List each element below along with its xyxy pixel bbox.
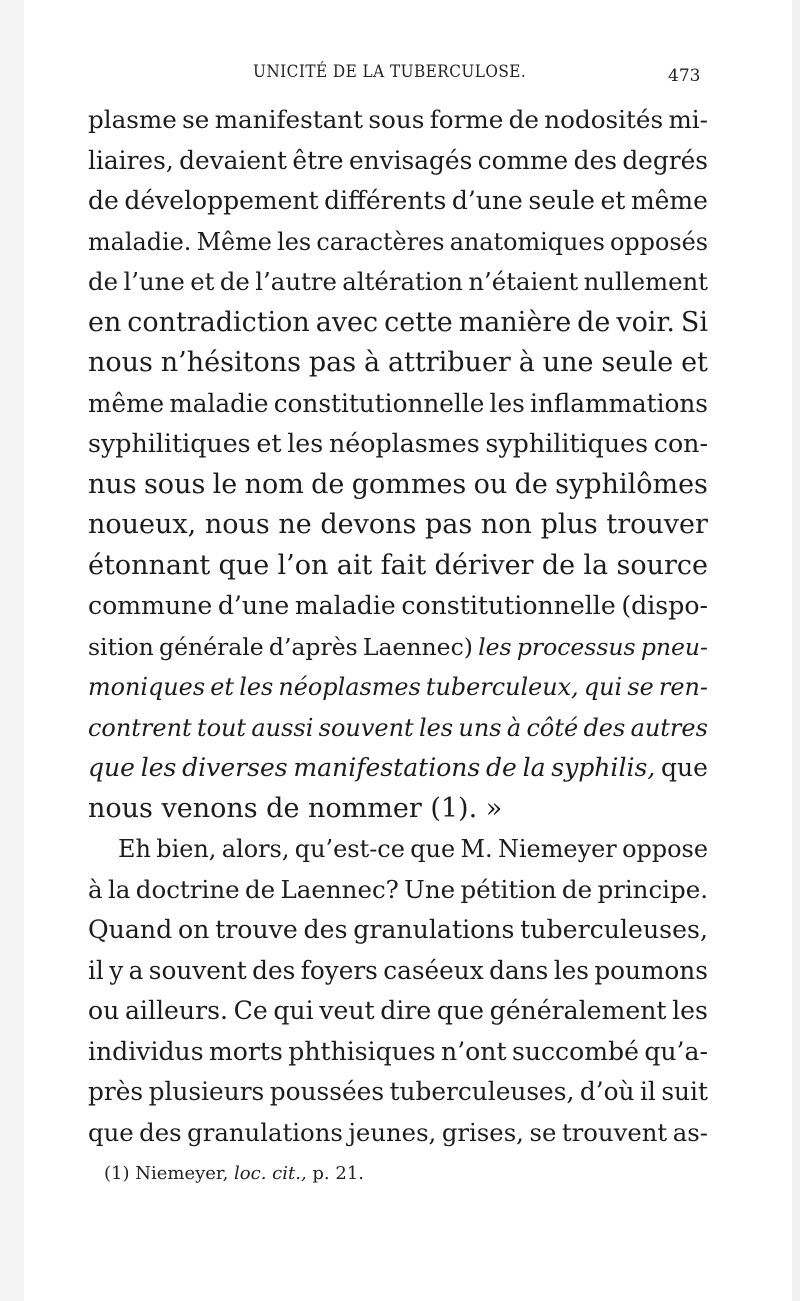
word: contradiction (127, 306, 310, 338)
word: les (418, 713, 454, 742)
word: côté (526, 713, 579, 742)
word: ait (336, 549, 373, 581)
word: bien, (156, 835, 217, 863)
word: trouve (215, 915, 298, 944)
word: plasme (88, 105, 177, 134)
text-line (88, 100, 708, 141)
word: près (88, 1077, 144, 1106)
word: phthisiques (288, 1036, 436, 1066)
text-line (88, 181, 708, 222)
word: que (88, 1117, 134, 1147)
text-line (88, 870, 708, 911)
word: maladie. (88, 227, 192, 256)
word: se (627, 673, 654, 701)
word: les (287, 429, 324, 458)
word: souvent (318, 713, 414, 742)
word: (dispo- (621, 591, 708, 620)
word: de (219, 267, 250, 296)
word: une (542, 347, 594, 378)
word: tuberculeux, (425, 673, 579, 701)
word: les (489, 388, 525, 418)
word: source (616, 549, 708, 581)
word: fait (380, 549, 427, 581)
word: qu’est-ce (294, 835, 405, 863)
word: aussi (251, 713, 314, 742)
text-line (88, 789, 708, 830)
word: ne (278, 509, 312, 540)
text-line (88, 384, 708, 425)
word: d’une (451, 186, 523, 215)
text-line (88, 748, 708, 789)
word: principe. (597, 874, 708, 904)
word: ailleurs. (124, 996, 228, 1025)
word: pétition (460, 874, 557, 904)
word: se (182, 105, 210, 134)
word: ou (473, 468, 508, 500)
word: d’où (579, 1077, 635, 1106)
word: néoplasmes (328, 429, 480, 458)
word: être (292, 145, 344, 175)
word: granulations (187, 1117, 343, 1147)
text-line (88, 627, 708, 668)
text-line (88, 586, 708, 627)
word: manière (458, 306, 572, 338)
footnote-author: Niemeyer, (135, 1163, 229, 1184)
word: altération (342, 267, 463, 296)
word: Ce (233, 996, 268, 1025)
word: des (252, 955, 296, 985)
word: manifestant (214, 105, 364, 134)
word: Si (680, 306, 708, 338)
word: les (239, 673, 274, 701)
text-line (88, 951, 708, 992)
word: maladie (294, 591, 396, 620)
word: à (518, 347, 535, 378)
word: individus (88, 1036, 204, 1066)
word: et (210, 673, 234, 701)
word: caractères (316, 227, 445, 256)
word: générale (159, 632, 264, 661)
word: la (583, 549, 609, 581)
word: comme (477, 145, 569, 175)
word: poussées (269, 1077, 385, 1106)
word: nullement (583, 267, 708, 296)
word: n’ont (441, 1036, 507, 1066)
word: constitutionnelle (401, 591, 616, 620)
word: devaient (179, 145, 287, 175)
word: uns (458, 713, 502, 742)
word: gommes (351, 468, 467, 500)
word: degrés (622, 145, 708, 175)
word: veut (319, 996, 375, 1025)
word: nus (88, 468, 137, 500)
word: mi- (668, 105, 708, 134)
word: attribuer (387, 347, 511, 378)
page-header (0, 62, 800, 92)
footnote-marker: (1) (104, 1163, 130, 1184)
word: que (88, 753, 135, 782)
footnote (104, 1163, 364, 1184)
word: l’une (123, 267, 185, 296)
word: dire (380, 996, 432, 1025)
word: nous (204, 509, 270, 540)
word: l’autre (255, 267, 337, 296)
word: forme (429, 105, 504, 134)
word: de (486, 753, 517, 782)
word: inflammations (529, 388, 708, 418)
word: n’hésitons (160, 347, 301, 378)
text-line (88, 1113, 708, 1154)
word: syphilitiques (485, 429, 649, 458)
page-number: 473 (668, 66, 701, 86)
word: opposés (610, 227, 708, 256)
word: M. (460, 835, 493, 863)
word: de (577, 306, 611, 338)
word: granulations (353, 915, 515, 944)
word: devons (320, 509, 417, 540)
word: commune (88, 591, 213, 620)
word: Laennec? (280, 874, 399, 904)
word: en (88, 306, 122, 338)
word: grises, (441, 1117, 524, 1147)
word: dériver (434, 549, 534, 581)
word: succombé (511, 1036, 639, 1066)
scan-right-margin (792, 0, 800, 1301)
text-line (88, 910, 708, 951)
word: souvent (148, 955, 247, 985)
word: néoplasmes (278, 673, 421, 701)
word: de (88, 186, 119, 215)
line-text: nous venons de nommer (1). » (88, 792, 503, 824)
word: tuberculeuses, (389, 1077, 575, 1106)
word: a (128, 955, 144, 985)
word: oppose (622, 835, 708, 863)
word: qu’a- (644, 1036, 708, 1066)
word: et (600, 186, 626, 215)
word: foyers (300, 955, 378, 985)
footnote-page: p. 21. (312, 1163, 364, 1184)
word: voir. (616, 306, 675, 338)
word: qui (273, 996, 314, 1025)
word: de (541, 549, 576, 581)
word: l’on (277, 549, 329, 581)
word: et (190, 267, 215, 296)
text-line (88, 1072, 708, 1113)
word: la (107, 874, 131, 904)
word: trouvent (561, 1117, 668, 1147)
word: syphilômes (555, 468, 708, 500)
text-line (88, 708, 708, 749)
word: contrent (88, 713, 192, 742)
word: as- (672, 1117, 708, 1147)
word: caséeux (383, 955, 484, 985)
word: dans (489, 955, 549, 985)
text-line (88, 505, 708, 546)
word: nodosités (544, 105, 664, 134)
word: noueux, (88, 509, 197, 540)
running-title: UNICITÉ DE LA TUBERCULOSE. (253, 62, 527, 82)
word: poumons (594, 955, 708, 985)
text-line (88, 465, 708, 506)
word: pas (308, 347, 357, 378)
word: se (529, 1117, 557, 1147)
word: processus (516, 632, 636, 661)
word: Laennec) (362, 632, 473, 661)
text-line (88, 141, 708, 182)
text-line (88, 343, 708, 384)
word: que (661, 753, 708, 782)
word: étonnant (88, 549, 211, 581)
word: seule (528, 186, 595, 215)
word: Eh (118, 835, 151, 863)
word: morts (209, 1036, 283, 1066)
word: jeunes, (348, 1117, 437, 1147)
text-line (88, 667, 708, 708)
word: tuberculeuses, (520, 915, 708, 944)
word: sous (143, 468, 206, 500)
word: des (303, 915, 348, 944)
footnote-reference: loc. cit., (234, 1163, 307, 1184)
word: alors, (221, 835, 290, 863)
word: de (514, 468, 548, 500)
word: des (583, 713, 626, 742)
word: même (630, 186, 708, 215)
word: Niemeyer (497, 835, 617, 863)
word: on (177, 915, 210, 944)
word: doctrine (135, 874, 240, 904)
text-line (88, 303, 708, 344)
word: nom (244, 468, 304, 500)
word: syphilis, (551, 753, 656, 782)
word: les (140, 753, 177, 782)
word: sition (88, 632, 154, 661)
word: et (256, 429, 282, 458)
word: ren- (658, 673, 708, 701)
word: des (573, 145, 617, 175)
word: même (88, 388, 165, 418)
word: de (244, 874, 276, 904)
word: des (139, 1117, 182, 1147)
word: les (553, 955, 589, 985)
word: qui (583, 673, 623, 701)
text-line (88, 262, 708, 303)
word: d’une (217, 591, 290, 620)
word: moniques (88, 673, 206, 701)
word: trouver (606, 509, 708, 540)
word: non (480, 509, 532, 540)
word: anatomiques (449, 227, 605, 256)
word: que (218, 549, 270, 581)
word: con- (653, 429, 708, 458)
word: pas (425, 509, 473, 540)
word: envisagés (348, 145, 473, 175)
word: tout (196, 713, 247, 742)
word: généralement (489, 996, 667, 1025)
word: suit (661, 1077, 708, 1106)
word: à (506, 713, 522, 742)
word: d’après (268, 632, 358, 661)
word: Une (404, 874, 456, 904)
word: pneu- (640, 632, 708, 661)
word: liaires, (88, 145, 174, 175)
word: de (88, 267, 119, 296)
text-line (88, 546, 708, 587)
word: il (88, 955, 104, 985)
word: développement (124, 186, 319, 215)
word: n’étaient (468, 267, 579, 296)
word: maladie (169, 388, 269, 418)
word: ou (88, 996, 120, 1025)
word: de (561, 874, 593, 904)
word: à (363, 347, 381, 378)
scan-left-margin (0, 0, 24, 1301)
word: cette (384, 306, 453, 338)
word: avec (315, 306, 379, 338)
word: les (672, 996, 708, 1025)
word: différents (324, 186, 447, 215)
text-line (88, 1032, 708, 1073)
text-line (88, 829, 708, 870)
word: syphilitiques (88, 429, 251, 458)
word: que (410, 835, 456, 863)
word: sous (368, 105, 425, 134)
word: les (277, 227, 312, 256)
word: il (639, 1077, 656, 1106)
word: la (522, 753, 546, 782)
word: de (311, 468, 345, 500)
word: de (508, 105, 539, 134)
word: autres (630, 713, 708, 742)
text-line (88, 222, 708, 263)
body-text (88, 100, 708, 1153)
text-line (88, 991, 708, 1032)
text-line (88, 424, 708, 465)
word: manifestations (293, 753, 481, 782)
word: plus (540, 509, 598, 540)
word: le (212, 468, 238, 500)
word: constitutionnelle (273, 388, 485, 418)
word: les (478, 632, 512, 661)
word: plusieurs (148, 1077, 265, 1106)
word: et (681, 347, 708, 378)
word: Quand (88, 915, 173, 944)
word: diverses (182, 753, 288, 782)
word: Même (196, 227, 272, 256)
word: y (109, 955, 124, 985)
word: seule (601, 347, 674, 378)
word: à (88, 874, 103, 904)
word: nous (88, 347, 153, 378)
word: que (436, 996, 484, 1025)
